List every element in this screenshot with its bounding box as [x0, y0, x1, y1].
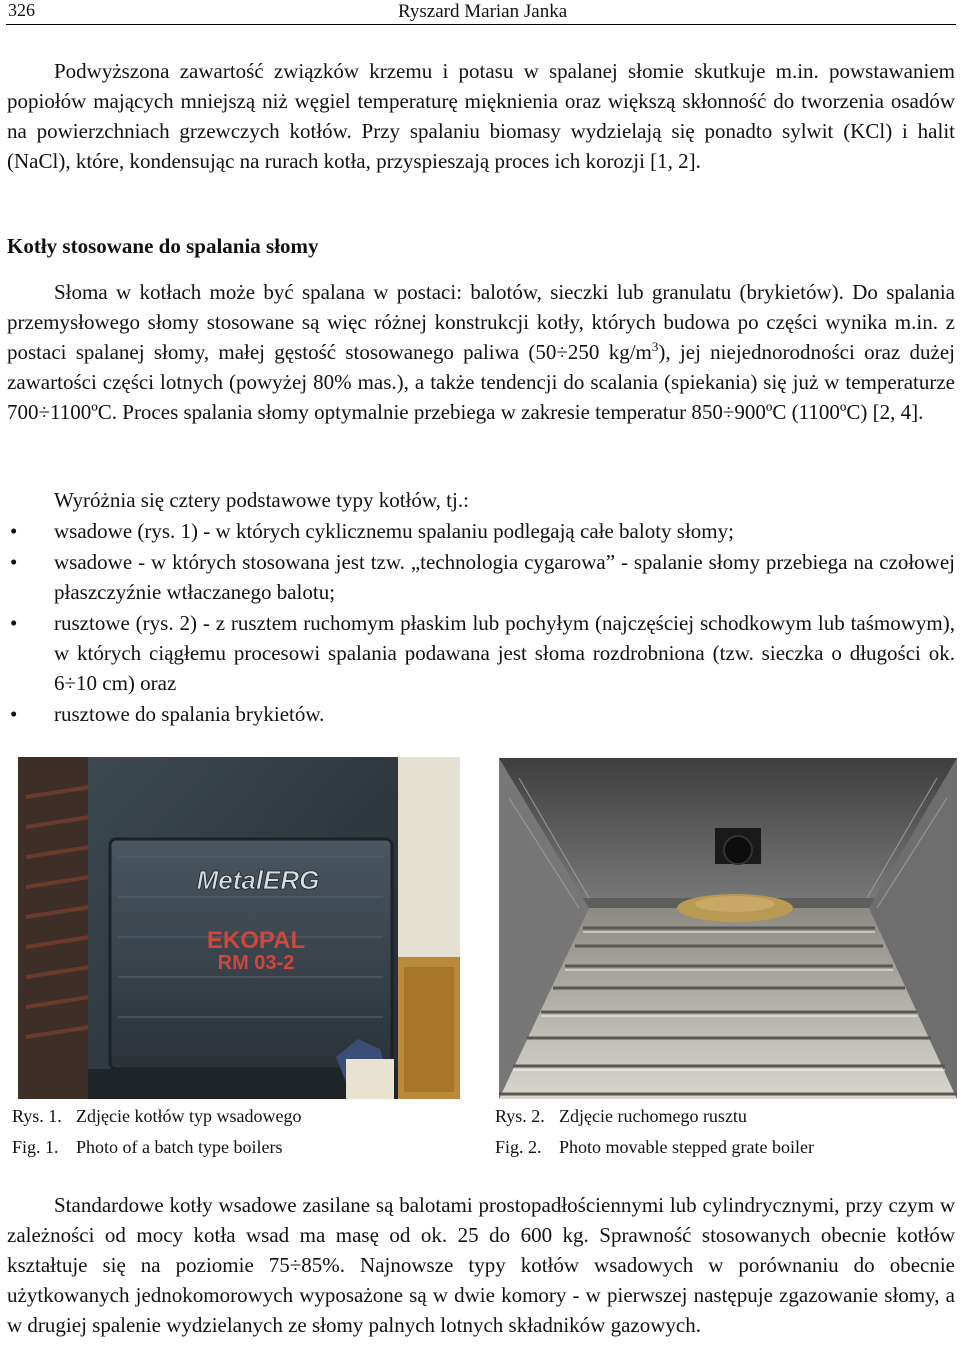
- figure-1-photo-batch-boiler: [18, 757, 460, 1099]
- figure-2-caption-pl: [495, 1106, 747, 1127]
- moving-grate-illustration: [499, 758, 957, 1099]
- boiler-model-text: EKOPAL: [206, 927, 306, 954]
- boiler-brand-text: MetalERG: [196, 865, 320, 895]
- figure-2-caption-en: [495, 1137, 814, 1158]
- figure-2-label-pl: Rys. 2.: [495, 1106, 545, 1126]
- figure-2-caption-en-text: Photo movable stepped grate boiler: [559, 1137, 814, 1157]
- figure-1-caption-pl: [12, 1106, 301, 1127]
- boiler-model-code: RM 03-2: [217, 952, 295, 974]
- paragraph-straw-forms: [7, 277, 955, 427]
- paragraph-batch-boilers: Standardowe kotły wsadowe zasilane są balotami prostopadłościennymi lub cylindrycznymi, przy czym w zależności od mocy kotła wsad ma masę od ok. 25 do 600 kg. Sprawność stosowanych obecnie kotłów kształtuje się na poziomie 75÷85%. Najnowsze typy kotłów wsadowych w porównaniu do obecnie użytkowanych jednokomorowych wyposażone są w dwie komory - w pierwszej następuje zgazowanie słomy, a w drugiej spalenie wydzielanych ze słomy palnych lotnych składników gazowych.: [7, 1193, 955, 1337]
- section-heading: Kotły stosowane do spalania słomy: [7, 234, 319, 258]
- paragraph-straw-forms-part-a: Słoma w kotłach może być spalana w postaci: balotów, sieczki lub granulatu (brykietów). Do spalania przemysłowego słomy stosowane są więc różnej konstrukcji kotły, których budowa po części wynika m.in. z postaci spalanej słomy, małej gęstość stosowanego paliwa (50÷250 kg/m: [7, 280, 955, 364]
- paragraph-boiler-types-intro: Wyróżnia się cztery podstawowe typy kotłów, tj.:: [54, 488, 469, 512]
- list-item: [7, 699, 955, 729]
- batch-boiler-illustration: [18, 757, 460, 1099]
- running-head-author: Ryszard Marian Janka: [398, 1, 568, 22]
- list-item-text: wsadowe - w których stosowana jest tzw. „technologia cygarowa” - spalanie słomy przebiega na czołowej płaszczyźnie wtłaczanego balotu;: [54, 550, 955, 604]
- bullet-icon: •: [10, 611, 18, 635]
- list-item: [7, 516, 955, 546]
- bullet-icon: •: [10, 519, 18, 543]
- figure-2-caption-pl-text: Zdjęcie ruchomego rusztu: [559, 1106, 747, 1126]
- boiler-types-list: [7, 516, 955, 729]
- bullet-icon: •: [10, 702, 18, 726]
- list-item-text: rusztowe (rys. 2) - z rusztem ruchomym płaskim lub pochyłym (najczęściej schodkowym lub taśmowym), w których ciągłemu procesowi spalania podawana jest słoma rozdrobniona (tzw. sieczka o długości ok. 6÷10 cm) oraz: [54, 611, 955, 695]
- figure-1-caption-pl-text: Zdjęcie kotłów typ wsadowego: [76, 1106, 302, 1126]
- figure-1-caption-en: [12, 1137, 282, 1158]
- figure-2-photo-moving-grate: [499, 758, 957, 1099]
- superscript-exponent: 3: [651, 339, 659, 354]
- list-item-text: rusztowe do spalania brykietów.: [54, 702, 325, 726]
- figure-1-label-pl: Rys. 1.: [12, 1106, 62, 1126]
- paragraph-straw-forms-part-b: ), jej niejednorodności oraz dużej zawartości części lotnych (powyżej 80% mas.), a także tendencji do scalania (spiekania) się już w temperaturze 700÷1100ºC. Proces spalania słomy optymalnie przebiega w zakresie temperatur 850÷900ºC (1100ºC) [2, 4].: [7, 340, 955, 424]
- list-item-text: wsadowe (rys. 1) - w których cyklicznemu spalaniu podlegają całe baloty słomy;: [54, 519, 734, 543]
- figure-1-caption-en-text: Photo of a batch type boilers: [76, 1137, 283, 1157]
- list-item: [7, 547, 955, 607]
- page-number: 326: [8, 0, 35, 20]
- bullet-icon: •: [10, 550, 18, 574]
- figure-2-label-en: Fig. 2.: [495, 1137, 542, 1157]
- list-item: [7, 608, 955, 698]
- figure-1-label-en: Fig. 1.: [12, 1137, 59, 1157]
- page-header: [6, 0, 956, 25]
- paragraph-ash-properties: Podwyższona zawartość związków krzemu i potasu w spalanej słomie skutkuje m.in. powstawaniem popiołów mających mniejszą niż węgiel temperaturę mięknienia oraz większą skłonność do tworzenia osadów na powierzchniach grzewczych kotłów. Przy spalaniu biomasy wydzielają się ponadto sylwit (KCl) i halit (NaCl), które, kondensując na rurach kotła, przyspieszają proces ich korozji [1, 2].: [7, 59, 955, 173]
